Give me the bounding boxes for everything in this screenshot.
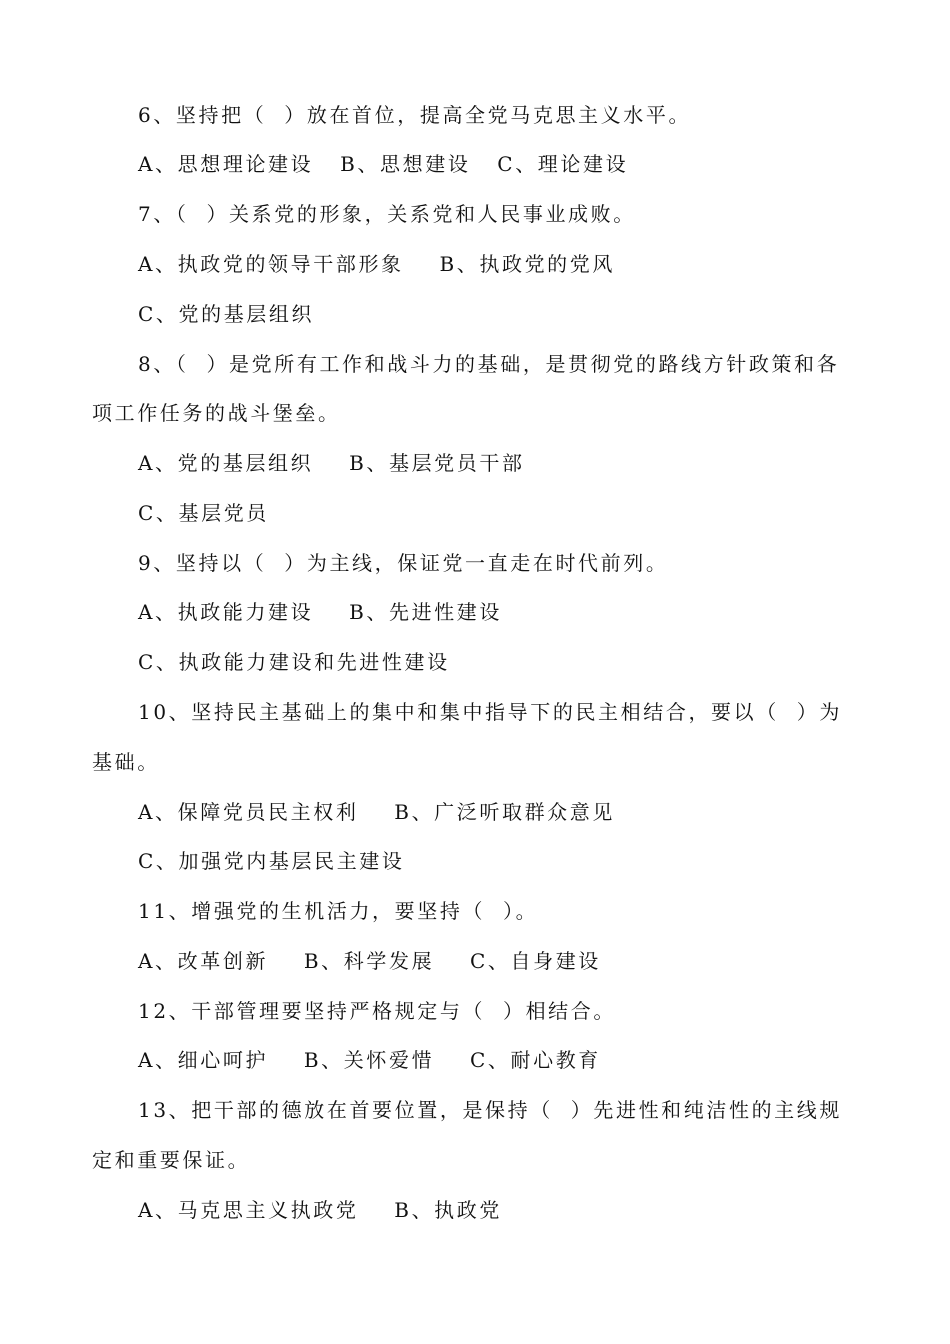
question-8-continuation: 项工作任务的战斗堡垒。 — [92, 401, 341, 425]
question-7: 7、（ ）关系党的形象，关系党和人民事业成败。 — [138, 202, 636, 226]
question-10-options-ab: A、保障党员民主权利 B、广泛听取群众意见 — [138, 800, 615, 824]
question-6-options: A、思想理论建设 B、思想建设 C、理论建设 — [138, 152, 629, 176]
question-7-option-c: C、党的基层组织 — [138, 302, 315, 326]
question-9: 9、坚持以（ ）为主线，保证党一直走在时代前列。 — [138, 551, 669, 575]
question-13-continuation: 定和重要保证。 — [92, 1148, 251, 1172]
question-11: 11、增强党的生机活力，要坚持（ ）。 — [138, 899, 539, 923]
question-8-options-ab: A、党的基层组织 B、基层党员干部 — [138, 451, 525, 475]
question-13: 13、把干部的德放在首要位置，是保持（ ）先进性和纯洁性的主线规 — [138, 1098, 842, 1122]
question-6: 6、坚持把（ ）放在首位，提高全党马克思主义水平。 — [138, 103, 692, 127]
question-11-options: A、改革创新 B、科学发展 C、自身建设 — [138, 949, 601, 973]
question-9-options-ab: A、执政能力建设 B、先进性建设 — [138, 600, 502, 624]
question-8-option-c: C、基层党员 — [138, 501, 269, 525]
question-13-options-ab: A、马克思主义执政党 B、执政党 — [138, 1198, 502, 1222]
question-12: 12、干部管理要坚持严格规定与（ ）相结合。 — [138, 999, 616, 1023]
question-8: 8、（ ）是党所有工作和战斗力的基础，是贯彻党的路线方针政策和各 — [138, 352, 840, 376]
question-10: 10、坚持民主基础上的集中和集中指导下的民主相结合，要以（ ）为 — [138, 700, 842, 724]
question-7-options-ab: A、执政党的领导干部形象 B、执政党的党风 — [138, 252, 615, 276]
question-12-options: A、细心呵护 B、关怀爱惜 C、耐心教育 — [138, 1048, 601, 1072]
question-10-continuation: 基础。 — [92, 750, 160, 774]
question-9-option-c: C、执政能力建设和先进性建设 — [138, 650, 450, 674]
question-10-option-c: C、加强党内基层民主建设 — [138, 849, 405, 873]
